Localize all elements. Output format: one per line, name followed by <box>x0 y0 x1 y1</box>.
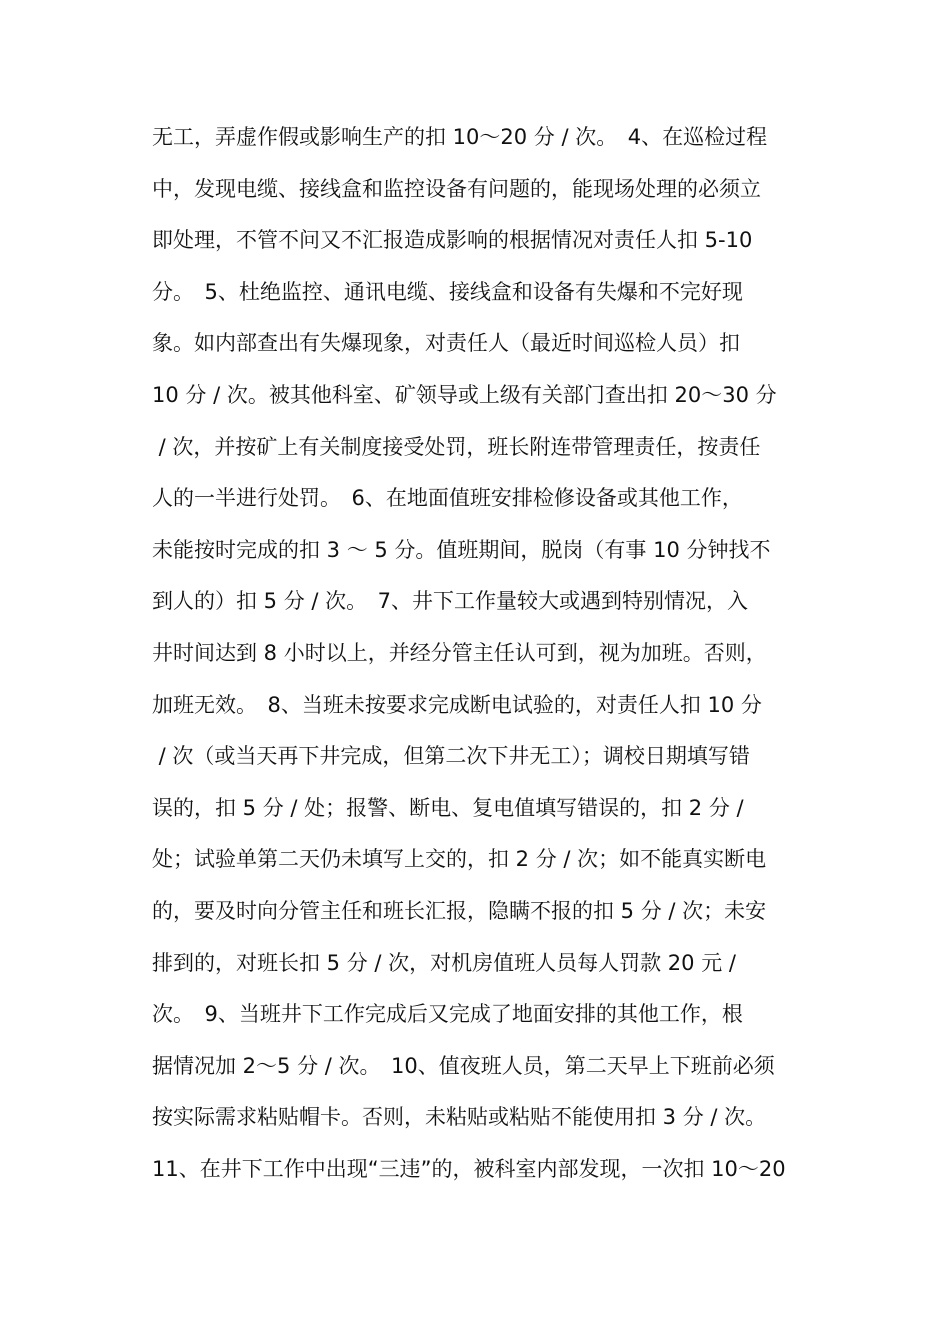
text-line-2: 中，发现电缆、接线盒和监控设备有问题的，能现场处理的必须立 <box>152 176 761 201</box>
text-line-12: 加班无效。 8、当班未按要求完成断电试验的，对责任人扣 10 分 <box>152 692 762 717</box>
text-line-5: 象。如内部查出有失爆现象，对责任人（最近时间巡检人员）扣 <box>152 331 740 356</box>
text-line-8: 人的一半进行处罚。 6、在地面值班安排检修设备或其他工作， <box>152 486 743 511</box>
text-line-19: 据情况加 2～5 分 / 次。 10、值夜班人员，第二天早上下班前必须 <box>152 1053 775 1078</box>
text-line-3: 即处理，不管不问又不汇报造成影响的根据情况对责任人扣 5-10 <box>152 228 753 253</box>
text-line-18: 次。 9、当班井下工作完成后又完成了地面安排的其他工作，根 <box>152 1002 743 1027</box>
text-line-4: 分。 5、杜绝监控、通讯电缆、接线盒和设备有失爆和不完好现 <box>152 279 743 304</box>
text-line-17: 排到的，对班长扣 5 分 / 次，对机房值班人员每人罚款 20 元 / <box>152 950 736 975</box>
text-line-11: 井时间达到 8 小时以上，并经分管主任认可到，视为加班。否则， <box>152 640 767 665</box>
text-line-14: 误的，扣 5 分 / 处；报警、断电、复电值填写错误的，扣 2 分 / <box>152 795 744 820</box>
text-line-16: 的，要及时向分管主任和班长汇报，隐瞒不报的扣 5 分 / 次；未安 <box>152 898 767 923</box>
text-line-6: 10 分 / 次。被其他科室、矿领导或上级有关部门查出扣 20～30 分 <box>152 382 777 407</box>
text-line-20: 按实际需求粘贴帽卡。否则，未粘贴或粘贴不能使用扣 3 分 / 次。 <box>152 1105 767 1130</box>
text-line-21: 11、在井下工作中出现“三违”的，被科室内部发现，一次扣 10～20 <box>152 1156 786 1181</box>
text-line-7: / 次，并按矿上有关制度接受处罚，班长附连带管理责任，按责任 <box>152 434 761 459</box>
text-line-15: 处；试验单第二天仍未填写上交的，扣 2 分 / 次；如不能真实断电 <box>152 847 767 872</box>
text-line-13: / 次（或当天再下井完成，但第二次下井无工）；调校日期填写错 <box>152 744 750 769</box>
body-text <box>152 117 812 1200</box>
text-line-10: 到人的）扣 5 分 / 次。 7、井下工作量较大或遇到特别情况，入 <box>152 589 748 614</box>
text-line-9: 未能按时完成的扣 3 ～ 5 分。值班期间，脱岗（有事 10 分钟找不 <box>152 537 771 562</box>
text-line-1: 无工，弄虚作假或影响生产的扣 10～20 分 / 次。 4、在巡检过程 <box>152 125 768 149</box>
